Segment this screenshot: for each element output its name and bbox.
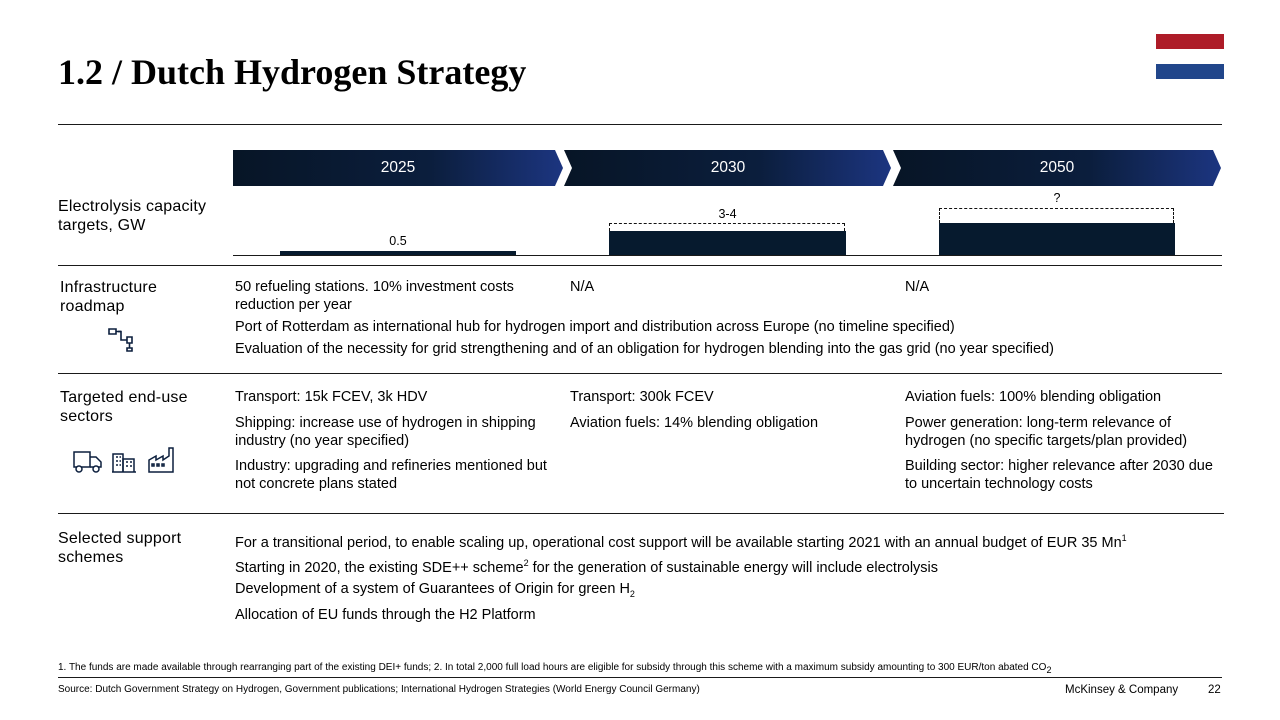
row-divider-3 <box>58 513 1224 514</box>
year-label-2050: 2050 <box>1039 159 1075 176</box>
support-item-4: Allocation of EU funds through the H2 Platform <box>235 607 536 623</box>
end-use-2025-item-2: Shipping: increase use of hydrogen in shipping industry (no year specified) <box>235 415 536 449</box>
footnotes: 1. The funds are made available through rearranging part of the existing DEI+ funds; 2. In total 2,000 full load hours are eligible for subsidy through this scheme with a maximum subsidy amounting to 300 EUR/ton abated $CO_2$ <box>58 662 1052 675</box>
support-item-3: Development of a system of Guarantees of Origin for green $H_2$ <box>235 581 635 599</box>
truck-icon <box>72 448 104 474</box>
source-note: Source: Dutch Government Strategy on Hydrogen, Government publications; International Hydrogen Strategies (World Energy Council Germany) <box>58 684 700 695</box>
page-number: 22 <box>1208 684 1221 696</box>
factory-icon <box>147 446 177 474</box>
infrastructure-label: Infrastructure roadmap <box>60 279 158 315</box>
bar-2030 <box>609 231 846 255</box>
infrastructure-2050: N/A <box>905 279 930 295</box>
row-divider-2 <box>58 373 1222 374</box>
infrastructure-line-2: Evaluation of the necessity for grid strengthening and of an obligation for hydrogen blending into the gas grid (no year specified) <box>235 341 1054 357</box>
chart-baseline <box>233 255 1222 256</box>
end-use-2025-item-1: Transport: 15k FCEV, 3k HDV <box>235 389 428 405</box>
end-use-2050-item-3: Building sector: higher relevance after 2030 due to uncertain technology costs <box>905 458 1213 492</box>
support-item-1: For a transitional period, to enable scaling up, operational cost support will be available starting 2021 with an annual budget of EUR 35 Mn$^1$ <box>235 533 1127 551</box>
bar-value-2025: 0.5 <box>389 234 407 248</box>
bar-2030-range <box>609 223 845 231</box>
infrastructure-line-1: Port of Rotterdam as international hub for hydrogen import and distribution across Europe (no timeline specified) <box>235 319 955 335</box>
infrastructure-2025: 50 refueling stations. 10% investment costs reduction per year <box>235 279 514 313</box>
bar-2050-range <box>939 208 1174 223</box>
company-name: McKinsey & Company <box>1065 684 1179 696</box>
bar-value-2030: 3-4 <box>718 207 737 221</box>
pipe-icon <box>106 326 136 354</box>
electrolysis-label: Electrolysis capacity targets, GW <box>58 198 207 234</box>
title-divider <box>58 124 1222 125</box>
end-use-2025-item-3: Industry: upgrading and refineries mentioned but not concrete plans stated <box>235 458 547 492</box>
infrastructure-2030: N/A <box>570 279 595 295</box>
bar-2050 <box>939 223 1175 255</box>
year-label-2025: 2025 <box>380 159 416 176</box>
year-label-2030: 2030 <box>710 159 746 176</box>
end-use-label: Targeted end-use sectors <box>60 389 188 425</box>
end-use-2030-item-1: Transport: 300k FCEV <box>570 389 714 405</box>
end-use-2050-item-2: Power generation: long-term relevance of hydrogen (no specific targets/plan provided) <box>905 415 1188 449</box>
page-title: 1.2 / Dutch Hydrogen Strategy <box>58 52 527 92</box>
support-item-2: Starting in 2020, the existing SDE++ scheme$^2$ for the generation of sustainable energy will include electrolysis <box>235 558 939 576</box>
bar-value-2050: ? <box>1053 191 1061 205</box>
buildings-icon <box>110 446 138 474</box>
end-use-2030-item-2: Aviation fuels: 14% blending obligation <box>570 415 819 431</box>
footer-divider <box>58 677 1222 678</box>
netherlands-flag-icon <box>1156 34 1224 79</box>
row-divider-1 <box>58 265 1222 266</box>
support-label: Selected support schemes <box>58 530 182 566</box>
end-use-2050-item-1: Aviation fuels: 100% blending obligation <box>905 389 1162 405</box>
